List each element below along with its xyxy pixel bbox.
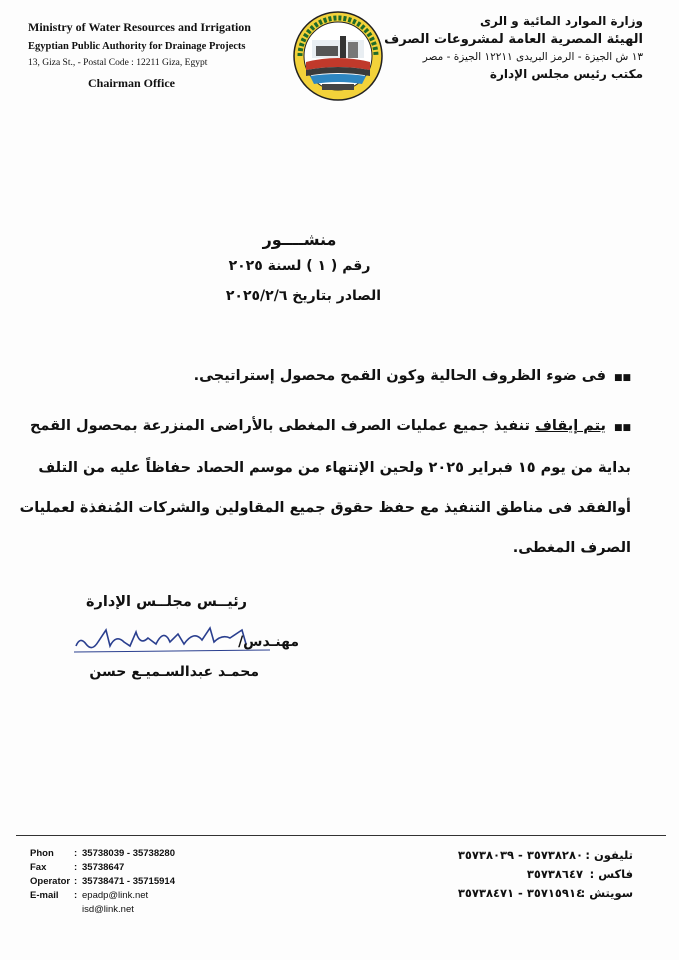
footer-contacts-english <box>30 848 175 918</box>
footer-value: ٣٥٧٣٨٦٤٧ <box>526 867 583 881</box>
footer-row-phone-ar <box>413 848 633 867</box>
header-arabic <box>373 14 643 81</box>
authority-logo-emblem <box>292 10 384 102</box>
footer-value: 35738039 - 35738280 <box>82 848 175 859</box>
footer-colon: : <box>74 862 78 873</box>
footer-label: سويتش : <box>580 886 633 900</box>
footer-label: فاكس : <box>589 867 633 881</box>
footer-label: تليفون : <box>585 848 633 862</box>
footer-value: isd@link.net <box>82 904 134 915</box>
paragraph-2-line-3: أوالفقد فى مناطق التنفيذ مع حفظ حقوق جميع المقاولين والشركات المُنفذة لعمليات <box>19 500 631 516</box>
footer-divider <box>16 835 666 836</box>
bullet-icon: ■■ <box>613 373 631 383</box>
footer-value: epadp@link.net <box>82 890 149 901</box>
footer-row-phone <box>30 848 175 862</box>
circular-date: الصادر بتاريخ ٢٠٢٥/٢/٦ <box>225 288 382 304</box>
paragraph-2-line-1 <box>29 406 631 448</box>
office-name-en: Chairman Office <box>88 76 175 90</box>
signatory-title: مهنـدس/ <box>238 634 299 650</box>
authority-name-en: Egyptian Public Authority for Drainage Projects <box>28 41 246 52</box>
footer-value: 35738471 - 35715914 <box>82 876 175 887</box>
paragraph-1-text: فى ضوء الظروف الحالية وكون القمح محصول إستراتيجى. <box>193 368 606 384</box>
footer-label: Operator <box>30 876 71 887</box>
footer-row-email <box>30 890 175 904</box>
footer-value: ٣٥٧٣٨٢٨٠ - ٣٥٧٣٨٠٣٩ <box>457 848 583 862</box>
header-english <box>28 20 268 91</box>
address-en: 13, Giza St., - Postal Code : 12211 Giza, Egypt <box>28 58 208 68</box>
footer-label: E-mail <box>30 890 59 901</box>
footer-row-switch-ar <box>413 886 633 905</box>
footer-contacts-arabic <box>413 848 633 905</box>
ministry-name-ar: وزارة الموارد المائية و الرى <box>480 14 643 28</box>
circular-number: رقم ( ١ ) لسنة ٢٠٢٥ <box>228 258 371 274</box>
paragraph-2-text: تنفيذ جميع عمليات الصرف المغطى بالأراضى المنزرعة بمحصول القمح <box>29 418 530 434</box>
address-ar: ١٣ ش الجيزة - الرمز البريدى ١٢٢١١ الجيزة - مصر <box>422 51 643 63</box>
footer-label: Phon <box>30 848 54 859</box>
circular-heading: منشــــور <box>262 230 337 249</box>
footer-row-fax <box>30 862 175 876</box>
office-name-ar: مكتب رئيس مجلس الإدارة <box>489 67 643 81</box>
paragraph-2 <box>19 406 631 568</box>
footer-value: 35738647 <box>82 862 125 873</box>
footer-row-email-2 <box>30 904 175 918</box>
paragraph-1 <box>41 368 631 384</box>
footer-colon: : <box>74 876 78 887</box>
paragraph-2-line-2: بداية من يوم ١٥ فبراير ٢٠٢٥ ولحين الإنتهاء من موسم الحصاد حفاظاً عليه من التلف <box>38 460 631 476</box>
authority-name-ar: الهيئة المصرية العامة لمشروعات الصرف <box>384 32 643 47</box>
footer-label: Fax <box>30 862 47 873</box>
footer-row-fax-ar <box>413 867 633 886</box>
footer-row-operator <box>30 876 175 890</box>
footer-colon: : <box>74 848 78 859</box>
bullet-icon: ■■ <box>613 423 631 433</box>
suspension-phrase: يتم إيقاف <box>535 418 606 434</box>
ministry-name-en: Ministry of Water Resources and Irrigation <box>28 20 251 34</box>
signatory-role: رئيــس مجلــس الإدارة <box>85 594 247 610</box>
footer-colon: : <box>74 890 78 901</box>
signatory-name: محمـد عبدالسـميـع حسن <box>89 664 259 680</box>
footer-value: ٣٥٧١٥٩١٤ - ٣٥٧٣٨٤٧١ <box>457 886 583 900</box>
paragraph-2-line-4: الصرف المغطى. <box>512 540 631 556</box>
